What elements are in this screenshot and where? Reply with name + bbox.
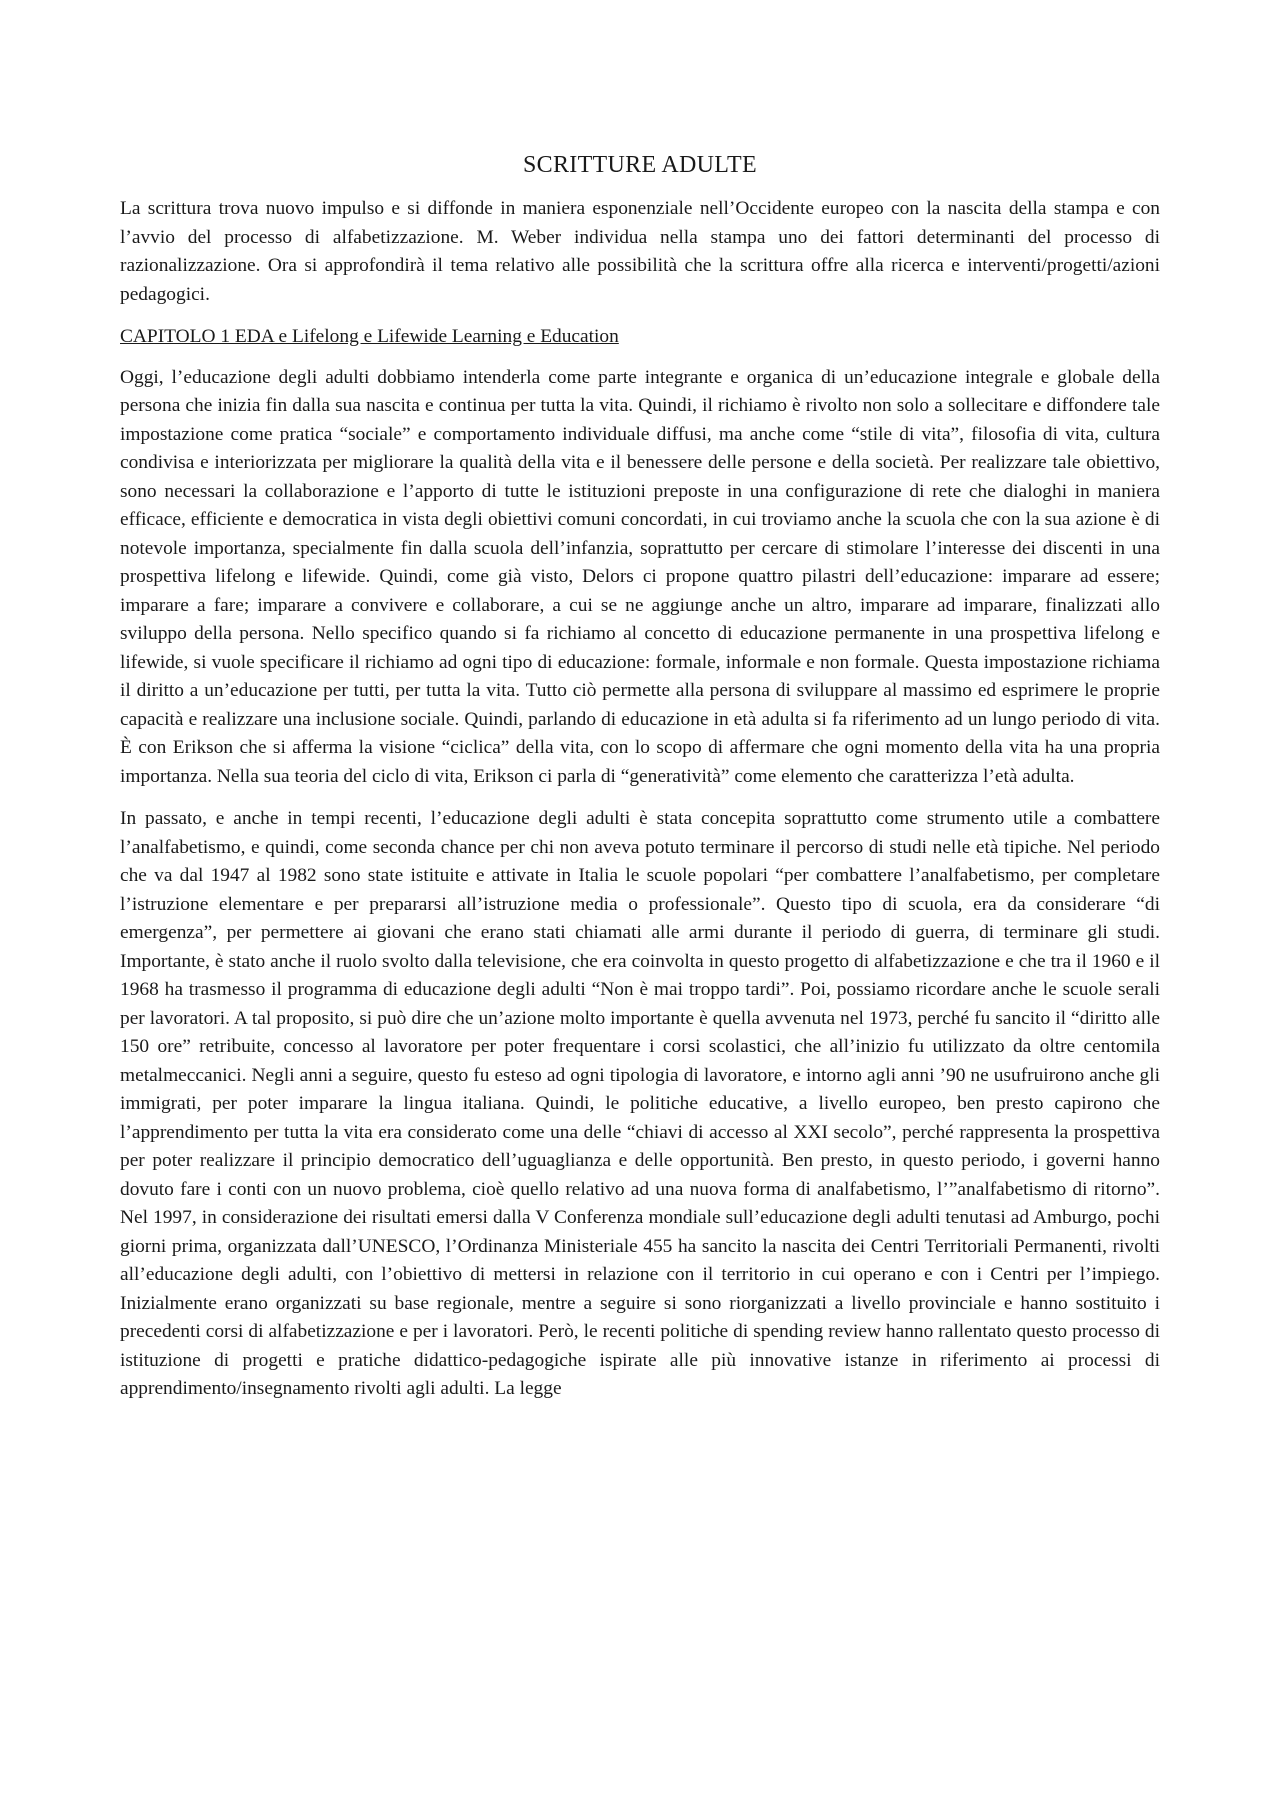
intro-paragraph: La scrittura trova nuovo impulso e si diffonde in maniera esponenziale nell’Occidente europeo con la nascita della stampa e con l’avvio del processo di alfabetizzazione. M. Weber individua nella stampa uno dei fattori determinanti del processo di razionalizzazione. Ora si approfondirà il tema relativo alle possibilità che la scrittura offre alla ricerca e interventi/progetti/azioni pedagogici.: [120, 198, 1160, 305]
body-paragraph-2: In passato, e anche in tempi recenti, l’educazione degli adulti è stata concepita soprattutto come strumento utile a combattere l’analfabetismo, e quindi, come seconda chance per chi non aveva potuto terminare il percorso di studi nelle età tipiche. Nel periodo che va dal 1947 al 1982 sono state istituite e attivate in Italia le scuole popolari “per combattere l’analfabetismo, per completare l’istruzione elementare e per prepararsi all’istruzione media o professionale”. Questo tipo di scuola, era da considerare “di emergenza”, per permettere ai giovani che erano stati chiamati alle armi durante il periodo di guerra, di terminare gli studi. Importante, è stato anche il ruolo svolto dalla televisione, che era coinvolta in questo progetto di alfabetizzazione e che tra il 1960 e il 1968 ha trasmesso il programma di educazione degli adulti “Non è mai troppo tardi”. Poi, possiamo ricordare anche le scuole serali per lavoratori. A tal proposito, si può dire che un’azione molto importante è quella avvenuta nel 1973, perché fu sancito il “diritto alle 150 ore” retribuite, concesso al lavoratore per poter frequentare i corsi scolastici, che all’inizio fu utilizzato da oltre centomila metalmeccanici. Negli anni a seguire, questo fu esteso ad ogni tipologia di lavoratore, e intorno agli anni ’90 ne usufruirono anche gli immigrati, per poter imparare la lingua italiana. Quindi, le politiche educative, a livello europeo, ben presto capirono che l’apprendimento per tutta la vita era considerato come una delle “chiavi di accesso al XXI secolo”, perché rappresenta la prospettiva per poter realizzare il principio democratico dell’uguaglianza e delle opportunità. Ben presto, in questo periodo, i governi hanno dovuto fare i conti con un nuovo problema, cioè quello relativo ad una nuova forma di analfabetismo, l’”analfabetismo di ritorno”. Nel 1997, in considerazione dei risultati emersi dalla V Conferenza mondiale sull’educazione degli adulti tenutasi ad Amburgo, pochi giorni prima, organizzata dall’UNESCO, l’Ordinanza Ministeriale 455 ha sancito la nascita dei Centri Territoriali Permanenti, rivolti all’educazione degli adulti, con l’obiettivo di mettersi in relazione con il territorio in cui operano e con i Centri per l’impiego. Inizialmente erano organizzati su base regionale, mentre a seguire si sono riorganizzati a livello provinciale e hanno sostituito i precedenti corsi di alfabetizzazione e per i lavoratori. Però, le recenti politiche di spending review hanno rallentato questo processo di istituzione di progetti e pratiche didattico-pedagogiche ispirate alle più innovative istanze in riferimento ai processi di apprendimento/insegnamento rivolti agli adulti. La legge: [120, 808, 1160, 1399]
document-page: [120, 152, 1160, 1418]
body-paragraph-1: Oggi, l’educazione degli adulti dobbiamo intenderla come parte integrante e organica di un’educazione integrale e globale della persona che inizia fin dalla sua nascita e continua per tutta la vita. Quindi, il richiamo è rivolto non solo a sollecitare e diffondere tale impostazione come pratica “sociale” e comportamento individuale diffusi, ma anche come “stile di vita”, filosofia di vita, cultura condivisa e interiorizzata per migliorare la qualità della vita e il benessere delle persone e della società. Per realizzare tale obiettivo, sono necessari la collaborazione e l’apporto di tutte le istituzioni preposte in una configurazione di rete che dialoghi in maniera efficace, efficiente e democratica in vista degli obiettivi comuni concordati, in cui troviamo anche la scuola che con la sua azione è di notevole importanza, specialmente fin dalla scuola dell’infanzia, soprattutto per cercare di stimolare l’interesse dei discenti in una prospettiva lifelong e lifewide. Quindi, come già visto, Delors ci propone quattro pilastri dell’educazione: imparare ad essere; imparare a fare; imparare a convivere e collaborare, a cui se ne aggiunge anche un altro, imparare ad imparare, finalizzati allo sviluppo della persona. Nello specifico quando si fa richiamo al concetto di educazione permanente in una prospettiva lifelong e lifewide, si vuole specificare il richiamo ad ogni tipo di educazione: formale, informale e non formale. Questa impostazione richiama il diritto a un’educazione per tutti, per tutta la vita. Tutto ciò permette alla persona di sviluppare al massimo ed esprimere le proprie capacità e realizzare una inclusione sociale. Quindi, parlando di educazione in età adulta si fa riferimento ad un lungo periodo di vita. È con Erikson che si afferma la visione “ciclica” della vita, con lo scopo di affermare che ogni momento della vita ha una propria importanza. Nella sua teoria del ciclo di vita, Erikson ci parla di “generatività” come elemento che caratterizza l’età adulta.: [120, 366, 1160, 787]
chapter-heading: CAPITOLO 1 EDA e Lifelong e Lifewide Learning e Education: [120, 326, 619, 347]
document-title: SCRITTURE ADULTE: [523, 152, 757, 178]
